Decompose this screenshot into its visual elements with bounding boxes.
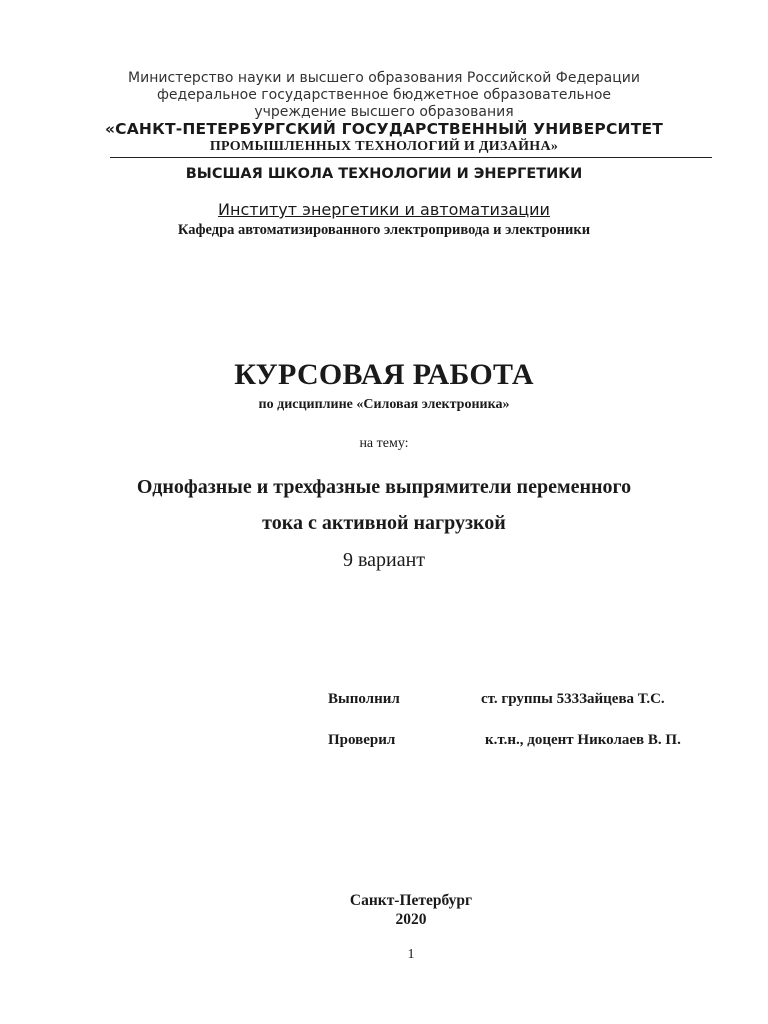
city: Санкт-Петербург — [349, 892, 473, 909]
year: 2020 — [395, 911, 427, 928]
theme-label: на тему: — [359, 436, 409, 451]
page-number: 1 — [407, 947, 415, 962]
topic-line-1: Однофазные и трехфазные выпрямители переменного — [136, 476, 632, 498]
school-name: ВЫСШАЯ ШКОЛА ТЕХНОЛОГИИ И ЭНЕРГЕТИКИ — [185, 166, 583, 182]
performed-value: ст. группы 533Зайцева Т.С. — [481, 691, 665, 707]
checked-value: к.т.н., доцент Николаев В. П. — [485, 732, 681, 748]
university-name-line-2: ПРОМЫШЛЕННЫХ ТЕХНОЛОГИЙ И ДИЗАЙНА» — [209, 139, 559, 154]
header-divider — [110, 157, 712, 158]
discipline: по дисциплине «Силовая электроника» — [258, 397, 510, 412]
ministry-line-1: Министерство науки и высшего образования Российской Федерации — [128, 70, 640, 86]
university-name-line-1: «САНКТ-ПЕТЕРБУРГСКИЙ ГОСУДАРСТВЕННЫЙ УНИВЕРСИТЕТ — [104, 120, 664, 138]
department-name: Кафедра автоматизированного электропривода и электроники — [177, 222, 591, 238]
topic-line-2: тока с активной нагрузкой — [262, 512, 506, 534]
institute-name: Институт энергетики и автоматизации — [218, 200, 550, 219]
performed-label: Выполнил — [328, 691, 400, 707]
ministry-line-3: учреждение высшего образования — [254, 104, 514, 120]
variant: 9 вариант — [342, 549, 426, 571]
document-type: КУРСОВАЯ РАБОТА — [234, 358, 534, 391]
checked-label: Проверил — [328, 732, 396, 748]
ministry-line-2: федеральное государственное бюджетное образовательное — [156, 87, 612, 103]
